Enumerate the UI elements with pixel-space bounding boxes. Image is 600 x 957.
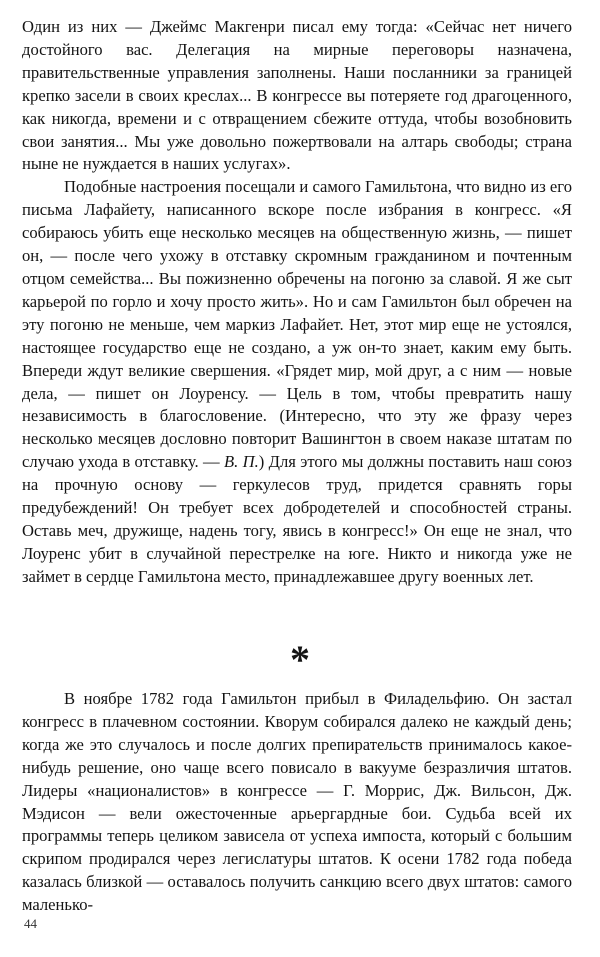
paragraph-2-part-a: Подобные настроения посещали и самого Гамильтона, что видно из его письма Лафайету, написанного вскоре после избрания в конгресс. «Я собираюсь убить еще несколько месяцев на общественную жизнь, — пишет он, — после чего ухожу в отставку скромным гражданином и почтенным отцом семейства... Вы пожизненно обречены на погоню за славой. Я же сыт карьерой по горло и хочу просто жить». Но и сам Гамильтон был обречен на эту погоню не меньше, чем маркиз Лафайет. Нет, этот мир еще не устоялся, настоящее государство еще не создано, а уж он-то знает, каким ему быть. Впереди ждут великие свершения. «Грядет мир, мой друг, а с ним — новые дела, — пишет он Лоуренсу. — Цель в том, чтобы превратить нашу независимость в благословение. (Интересно, что эту же фразу через несколько месяцев дословно повторит Вашингтон в своем наказе штатам по случаю ухода в отставку. — bbox=[22, 177, 572, 472]
text-block-bottom bbox=[22, 688, 572, 917]
section-divider-asterisk: * bbox=[290, 637, 310, 682]
author-initials: В. П. bbox=[223, 452, 259, 472]
paragraph-2 bbox=[22, 176, 572, 588]
text-block-top bbox=[22, 16, 572, 589]
paragraph-2-part-b: ) Для этого мы должны поставить наш союз на прочную основу — геркулесов труд, придется сравнять горы предубеждений! Он требует всех добродетелей и способностей страны. Оставь меч, дружище, надень тогу, явись в конгресс!» Он еще не знал, что Лоуренс убит в случайной перестрелке на юге. Никто и никогда уже не займет в сердце Гамильтона место, принадлежавшее другу военных лет. bbox=[22, 452, 572, 586]
page-number: 44 bbox=[24, 916, 37, 931]
paragraph-1: Один из них — Джеймс Макгенри писал ему тогда: «Сейчас нет ничего достойного вас. Делегация на мирные переговоры назначена, правительственные управления заполнены. Наши посланники за границей крепко засели в своих креслах... В конгрессе вы потеряете год драгоценного, как никогда, времени и с отвращением сбежите оттуда, чтобы возобновить свои занятия... Мы уже довольно пожертвовали на алтарь свободы; страна ныне не нуждается в наших услугах». bbox=[22, 17, 572, 174]
paragraph-3: В ноябре 1782 года Гамильтон прибыл в Филадельфию. Он застал конгресс в плачевном состоянии. Кворум собирался далеко не каждый день; когда же это случалось и после долгих препирательств принималось какое-нибудь решение, оно чаще всего повисало в вакууме безразличия штатов. Лидеры «националистов» в конгрессе — Г. Моррис, Дж. Вильсон, Дж. Мэдисон — вели ожесточенные арьергардные бои. Судьба всей их программы теперь целиком зависела от успеха импоста, который с большим скрипом продирался через легислатуры штатов. К осени 1782 года победа казалась близкой — оставалось получить санкцию всего двух штатов: самого маленько- bbox=[22, 689, 572, 915]
